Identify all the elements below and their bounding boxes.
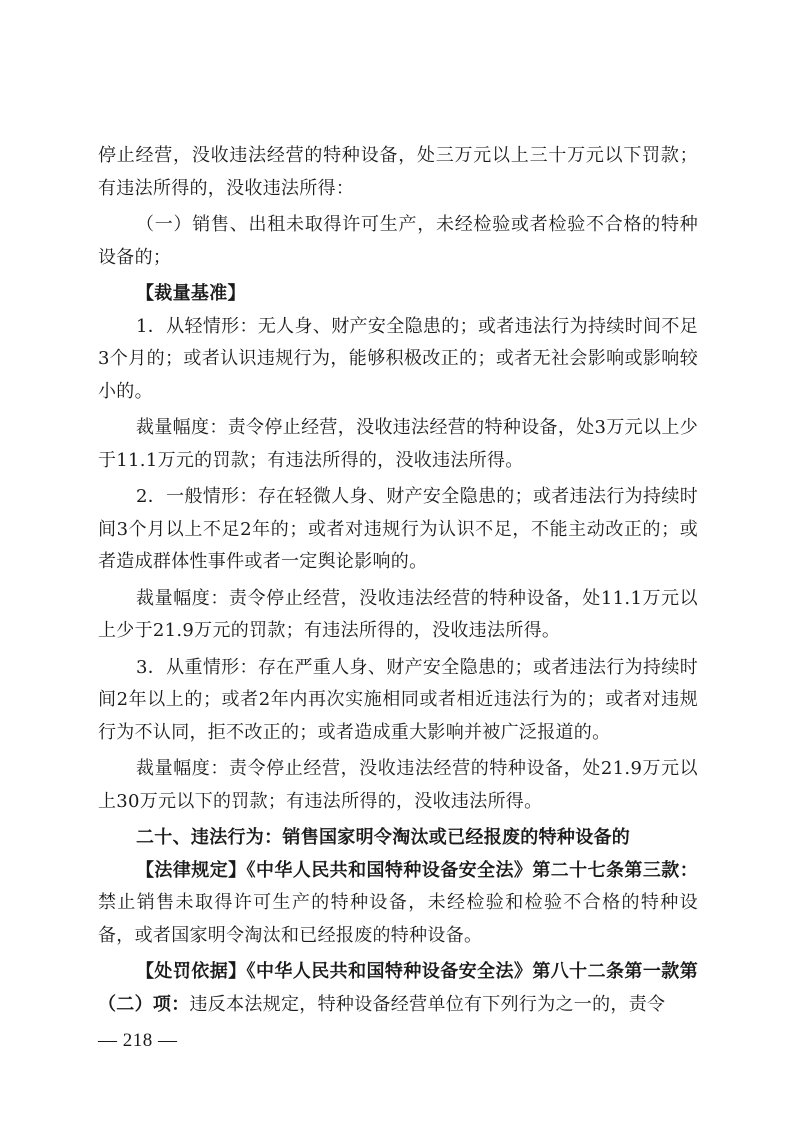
section-heading: 【裁量基准】 <box>136 283 246 304</box>
paragraph: 裁量幅度：责令停止经营，没收违法经营的特种设备，处3万元以上少于11.1万元的罚款；有违法所得的，没收违法所得。 <box>98 417 698 471</box>
paragraph <box>98 956 698 1021</box>
page-number: — 218 — <box>98 1030 178 1051</box>
paragraph: 1．从轻情形：无人身、财产安全隐患的；或者违法行为持续时间不足3个月的；或者认识违规行为，能够积极改正的；或者无社会影响或影响较小的。 <box>98 315 698 402</box>
paragraph: 2．一般情形：存在轻微人身、财产安全隐患的；或者违法行为持续时间3个月以上不足2年的；或者对违规行为认识不足，不能主动改正的；或者造成群体性事件或者一定舆论影响的。 <box>98 486 698 572</box>
law-reference: 【法律规定】《中华人民共和国特种设备安全法》第二十七条第三款： <box>136 859 698 881</box>
paragraph: （一）销售、出租未取得许可生产，未经检验或者检验不合格的特种设备的； <box>98 214 698 268</box>
law-text: 违反本法规定，特种设备经营单位有下列行为之一的，责令 <box>189 993 666 1015</box>
law-text: 禁止销售未取得许可生产的特种设备，未经检验和检验不合格的特种设备，或者国家明令淘汰和已经报废的特种设备。 <box>98 892 698 946</box>
paragraph: 裁量幅度：责令停止经营，没收违法经营的特种设备，处21.9万元以上30万元以下的罚款；有违法所得的，没收违法所得。 <box>98 758 698 812</box>
paragraph <box>98 855 698 953</box>
paragraph: 裁量幅度：责令停止经营，没收违法经营的特种设备，处11.1万元以上少于21.9万元的罚款；有违法所得的，没收违法所得。 <box>98 587 698 641</box>
section-heading: 二十、违法行为：销售国家明令淘汰或已经报废的特种设备的 <box>136 827 631 848</box>
paragraph: 停止经营，没收违法经营的特种设备，处三万元以上三十万元以下罚款；有违法所得的，没收违法所得： <box>98 145 698 199</box>
law-reference: 【处罚依据】《中华人民共和国特种设备安全法》第八十二条第一款第（二）项： <box>98 961 698 1015</box>
document-body <box>98 140 698 1021</box>
paragraph: 3．从重情形：存在严重人身、财产安全隐患的；或者违法行为持续时间2年以上的；或者2年内再次实施相同或者相近违法行为的；或者对违规行为不认同，拒不改正的；或者造成重大影响并被广泛报道的。 <box>98 656 698 743</box>
